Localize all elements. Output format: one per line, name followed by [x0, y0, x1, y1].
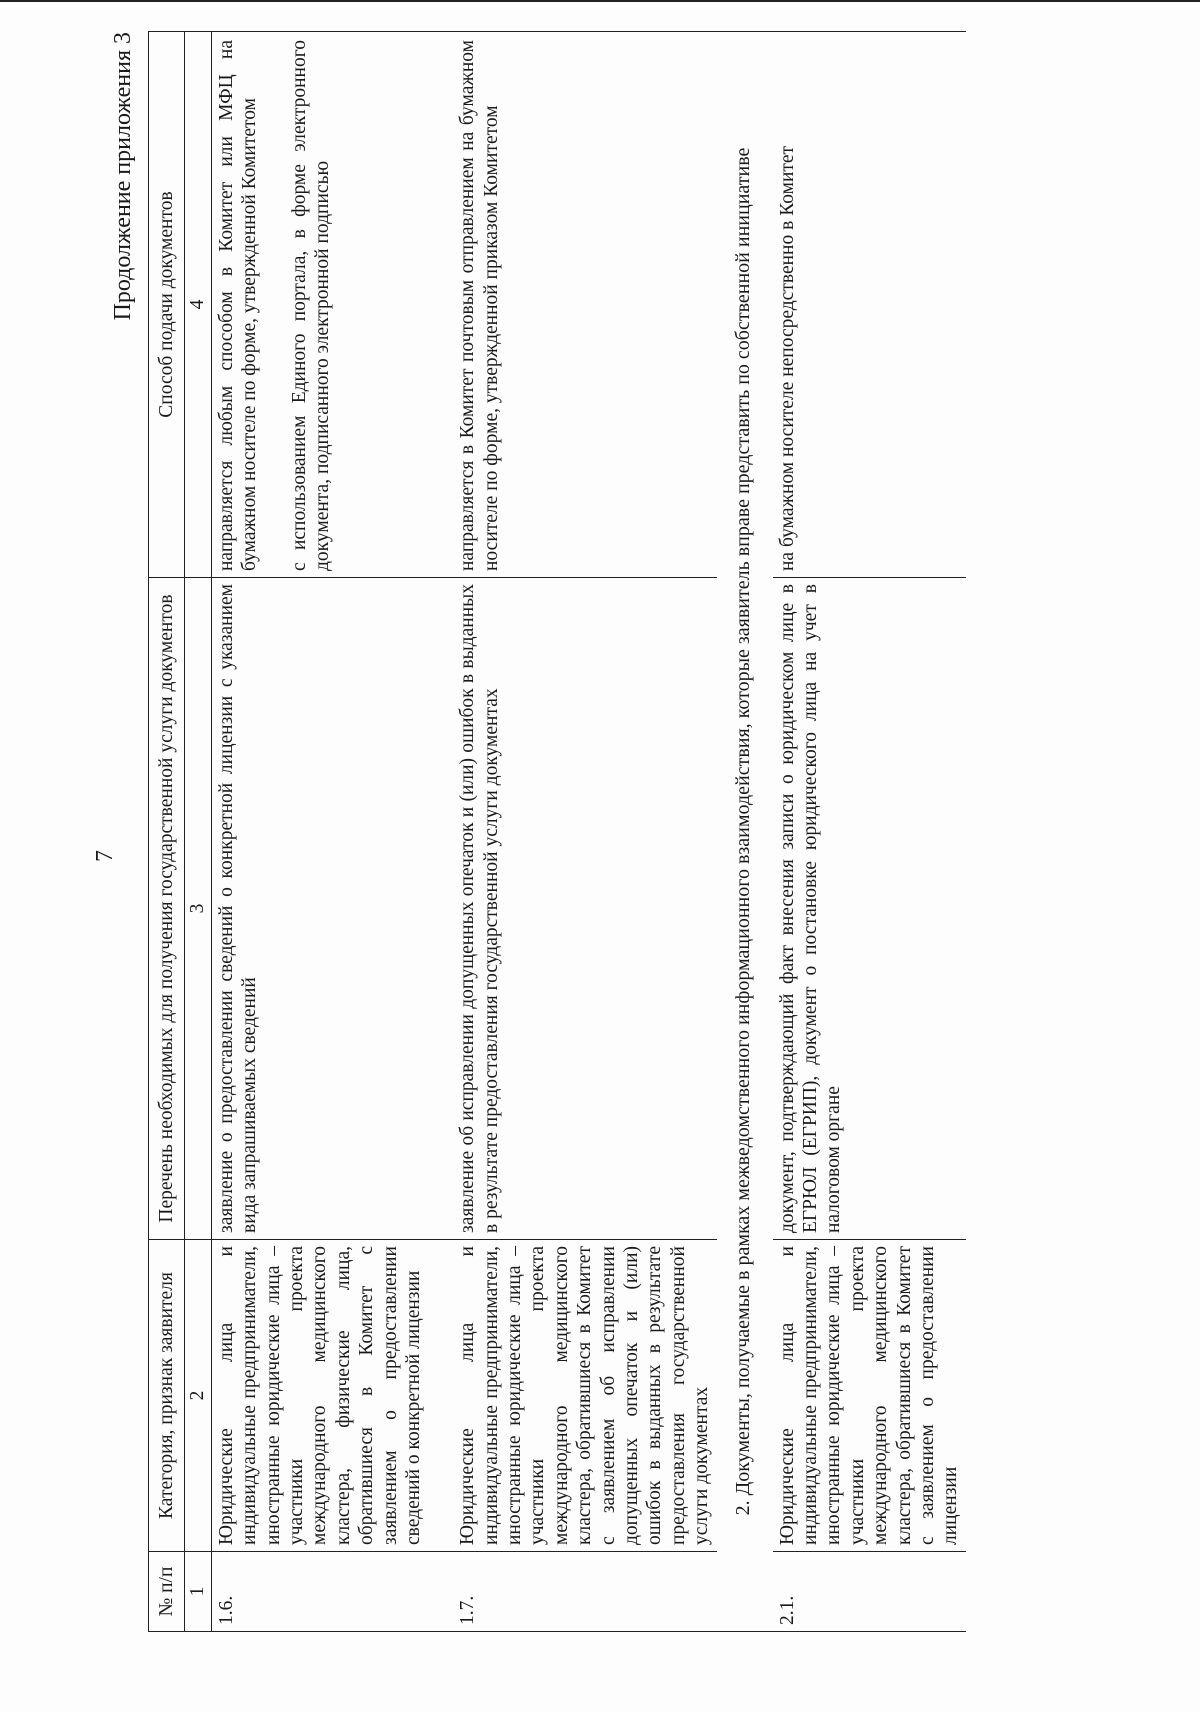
- row-category: Юридические лица и индивидуальные предприниматели, иностранные юридические лица – участники проекта международного медицинского кластера, обратившиеся в Комитет с заявлением об исправлении допущенных опечаток и (или) ошибок в выданных в результате предоставления государственной услуги документах: [428, 1240, 716, 1552]
- page-number: 7: [92, 850, 118, 862]
- table-header-row: [149, 32, 185, 1632]
- header-documents: Перечень необходимых для получения государственной услуги документов: [149, 578, 185, 1240]
- table-row: [428, 32, 716, 1632]
- row-number: 2.1.: [773, 1552, 966, 1632]
- row-method: направляется в Комитет почтовым отправлением на бумажном носителе по форме, утвержденной приказом Комитетом: [428, 32, 716, 578]
- table-row: [773, 32, 966, 1632]
- column-number: 2: [185, 1240, 211, 1552]
- documents-table: [148, 31, 966, 1632]
- method-electronic: с использованием Единого портала, в форме электронного документа, подписанного электронной подписью: [288, 40, 333, 571]
- header-number: № п/п: [149, 1552, 185, 1632]
- row-category: Юридические лица и индивидуальные предприниматели, иностранные юридические лица – участники проекта международного медицинского кластера, физические лица, обратившиеся в Комитет с заявлением о предоставлении сведений о конкретной лицензии: [211, 1240, 428, 1552]
- paragraph-gap: [262, 40, 288, 571]
- table-row: [211, 32, 428, 1632]
- section-header-row: [717, 32, 773, 1632]
- row-method: [211, 32, 428, 578]
- method-paper: направляется любым способом в Комитет или МФЦ на бумажном носителе по форме, утвержденной Комитетом: [215, 40, 261, 571]
- column-numbers-row: [185, 32, 211, 1632]
- appendix-caption: Продолжение приложения 3: [110, 32, 136, 321]
- header-category: Категория, признак заявителя: [149, 1240, 185, 1552]
- row-documents: заявление о предоставлении сведений о конкретной лицензии с указанием вида запрашиваемых сведений: [211, 578, 428, 1240]
- row-documents: документ, подтверждающий факт внесения записи о юридическом лице в ЕГРЮЛ (ЕГРИП), документ о постановке юридического лица на учет в налоговом органе: [773, 578, 966, 1240]
- row-number: 1.7.: [428, 1552, 716, 1632]
- row-number: 1.6.: [211, 1552, 428, 1632]
- column-number: 4: [185, 32, 211, 578]
- section-2-title: 2. Документы, получаемые в рамках межведомственного информационного взаимодействия, которые заявитель вправе представить по собственной инициативе: [717, 32, 773, 1632]
- column-number: 1: [185, 1552, 211, 1632]
- row-method: на бумажном носителе непосредственно в Комитет: [773, 32, 966, 578]
- header-method: Способ подачи документов: [149, 32, 185, 578]
- column-number: 3: [185, 578, 211, 1240]
- row-documents: заявление об исправлении допущенных опечаток и (или) ошибок в выданных в результате предоставления государственной услуги документах: [428, 578, 716, 1240]
- row-category: Юридические лица и индивидуальные предприниматели, иностранные юридические лица – участники проекта международного медицинского кластера, обратившиеся в Комитет с заявлением о предоставлении лицензии: [773, 1240, 966, 1552]
